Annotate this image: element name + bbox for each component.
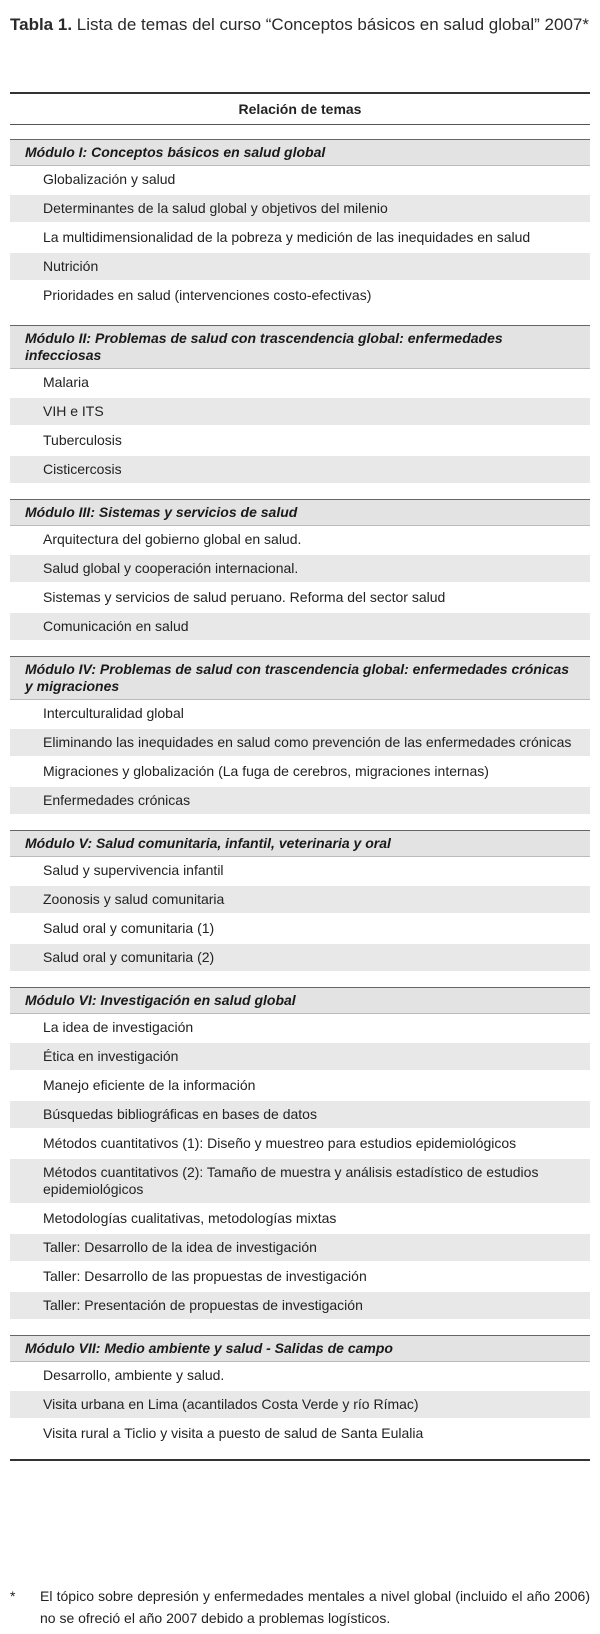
table-caption (10, 12, 590, 37)
topic-row: Visita urbana en Lima (acantilados Costa Verde y río Rímac) (10, 1391, 590, 1420)
caption-text: Lista de temas del curso “Conceptos básicos en salud global” 2007* (76, 15, 589, 34)
topic-row: VIH e ITS (10, 398, 590, 427)
module-title: Módulo II: Problemas de salud con trascendencia global: enfermedades infecciosas (10, 325, 590, 369)
module-title: Módulo III: Sistemas y servicios de salud (10, 499, 590, 526)
topic-row: Prioridades en salud (intervenciones costo-efectivas) (10, 282, 590, 311)
table-header: Relación de temas (238, 101, 362, 117)
topic-row: Comunicación en salud (10, 613, 590, 642)
module-section (10, 139, 590, 311)
topic-row: Salud oral y comunitaria (1) (10, 915, 590, 944)
module-title: Módulo I: Conceptos básicos en salud global (10, 139, 590, 166)
topic-row: Globalización y salud (10, 166, 590, 195)
module-section (10, 1335, 590, 1449)
module-title: Módulo V: Salud comunitaria, infantil, veterinaria y oral (10, 830, 590, 857)
topic-row: Manejo eficiente de la información (10, 1072, 590, 1101)
header-rule (10, 124, 590, 125)
module-section (10, 830, 590, 973)
topic-row: Desarrollo, ambiente y salud. (10, 1362, 590, 1391)
table-bottom-rule (10, 1459, 590, 1461)
topic-row: Zoonosis y salud comunitaria (10, 886, 590, 915)
topic-row: Taller: Desarrollo de la idea de investigación (10, 1234, 590, 1263)
module-section (10, 656, 590, 816)
topic-row: Ética en investigación (10, 1043, 590, 1072)
topic-row: Métodos cuantitativos (1): Diseño y muestreo para estudios epidemiológicos (10, 1130, 590, 1159)
topic-row: Arquitectura del gobierno global en salud. (10, 526, 590, 555)
topic-row: Taller: Desarrollo de las propuestas de investigación (10, 1263, 590, 1292)
topic-row: Determinantes de la salud global y objetivos del milenio (10, 195, 590, 224)
topic-row: La multidimensionalidad de la pobreza y medición de las inequidades en salud (10, 224, 590, 253)
topic-row: Nutrición (10, 253, 590, 282)
module-section (10, 499, 590, 642)
footnote (10, 1585, 590, 1629)
topic-row: Malaria (10, 369, 590, 398)
topic-row: Cisticercosis (10, 456, 590, 485)
topic-row: Enfermedades crónicas (10, 787, 590, 816)
topic-row: Eliminando las inequidades en salud como prevención de las enfermedades crónicas (10, 729, 590, 758)
topic-row: Salud oral y comunitaria (2) (10, 944, 590, 973)
module-section (10, 987, 590, 1321)
topic-row: Taller: Presentación de propuestas de investigación (10, 1292, 590, 1321)
topic-row: Metodologías cualitativas, metodologías mixtas (10, 1205, 590, 1234)
module-title: Módulo VI: Investigación en salud global (10, 987, 590, 1014)
topic-row: Tuberculosis (10, 427, 590, 456)
topic-row: Salud y supervivencia infantil (10, 857, 590, 886)
topic-row: La idea de investigación (10, 1014, 590, 1043)
topic-row: Salud global y cooperación internacional. (10, 555, 590, 584)
caption-label: Tabla 1. (10, 15, 73, 34)
topic-row: Búsquedas bibliográficas en bases de datos (10, 1101, 590, 1130)
topic-row: Migraciones y globalización (La fuga de cerebros, migraciones internas) (10, 758, 590, 787)
module-title: Módulo VII: Medio ambiente y salud - Salidas de campo (10, 1335, 590, 1362)
module-list (10, 139, 590, 1449)
footnote-mark: * (10, 1588, 16, 1604)
topic-row: Visita rural a Ticlio y visita a puesto de salud de Santa Eulalia (10, 1420, 590, 1449)
topic-row: Métodos cuantitativos (2): Tamaño de muestra y análisis estadístico de estudios epidemiológicos (10, 1159, 590, 1205)
topic-row: Interculturalidad global (10, 700, 590, 729)
topic-row: Sistemas y servicios de salud peruano. Reforma del sector salud (10, 584, 590, 613)
topics-table (10, 92, 590, 1461)
module-section (10, 325, 590, 485)
module-title: Módulo IV: Problemas de salud con trascendencia global: enfermedades crónicas y migraciones (10, 656, 590, 700)
footnote-text: El tópico sobre depresión y enfermedades mentales a nivel global (incluido el año 2006) no se ofreció el año 2007 debido a problemas logísticos. (40, 1588, 590, 1626)
